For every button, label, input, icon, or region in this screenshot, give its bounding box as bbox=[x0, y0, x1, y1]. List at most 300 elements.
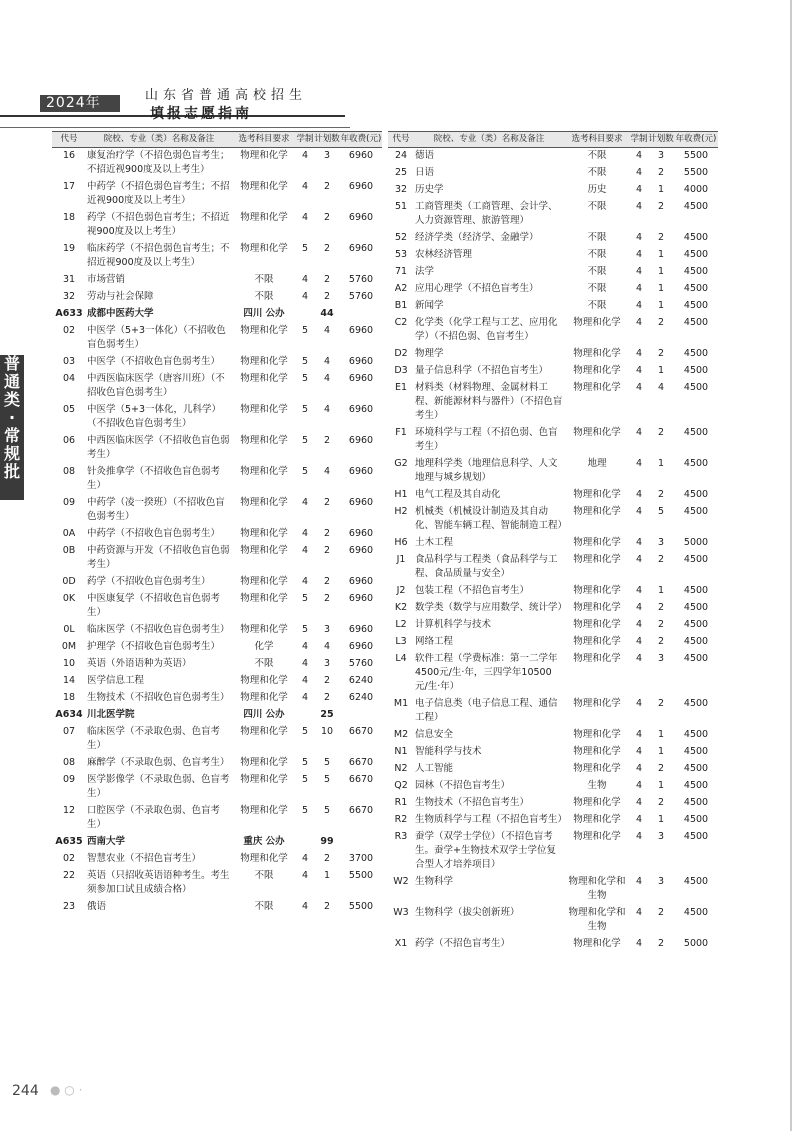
table-row bbox=[388, 583, 718, 600]
cell-code: 09 bbox=[62, 774, 76, 785]
cell-subject: 物理和化学 bbox=[240, 435, 288, 446]
cell-fee: 4500 bbox=[683, 602, 709, 613]
cell-subject: 物理和化学 bbox=[573, 619, 621, 630]
cell-years: 4 bbox=[635, 266, 643, 277]
cell-code: M1 bbox=[393, 698, 409, 709]
cell-fee: 4500 bbox=[683, 797, 709, 808]
cell-subject: 物理和化学 bbox=[240, 356, 288, 367]
cell-years: 4 bbox=[301, 901, 309, 912]
cell-code: 0M bbox=[61, 641, 77, 652]
cell-code: X1 bbox=[394, 938, 408, 949]
cell-name: 生物技术（不招色盲考生） bbox=[415, 797, 530, 808]
cell-name: 生物科学（拔尖创新班） bbox=[415, 907, 520, 918]
cell-years: 4 bbox=[301, 870, 309, 881]
cell-plan: 2 bbox=[657, 698, 665, 709]
cell-code: A2 bbox=[394, 283, 408, 294]
table-row bbox=[52, 272, 382, 289]
cell-plan: 3 bbox=[323, 624, 331, 635]
cell-name: 英语（外语语种为英语） bbox=[87, 658, 192, 669]
cell-code: 08 bbox=[62, 466, 76, 477]
cell-code: J2 bbox=[396, 585, 406, 596]
cell-subject: 物理和化学 bbox=[240, 325, 288, 336]
table-row bbox=[52, 323, 382, 354]
cell-name: 麻醉学（不录取色弱、色盲考生） bbox=[87, 757, 230, 768]
table-row bbox=[388, 504, 718, 535]
cell-plan: 4 bbox=[323, 641, 331, 652]
cell-name: 劳动与社会保障 bbox=[87, 291, 154, 302]
table-row bbox=[388, 905, 718, 936]
cell-fee bbox=[340, 707, 382, 724]
cell-plan: 1 bbox=[657, 283, 665, 294]
cell-name: 药学（不招收色盲色弱考生） bbox=[87, 576, 211, 587]
cell-name: 西南大学 bbox=[87, 836, 126, 847]
header-subject: 选考科目要求 bbox=[564, 132, 630, 148]
cell-years: 4 bbox=[301, 853, 309, 864]
cell-plan: 44 bbox=[320, 308, 334, 319]
cell-subject: 物理和化学 bbox=[240, 243, 288, 254]
cell-code: 03 bbox=[62, 356, 76, 367]
cell-fee: 6960 bbox=[348, 624, 374, 635]
table-row bbox=[388, 380, 718, 425]
cell-plan: 99 bbox=[320, 836, 334, 847]
side-char: 类 bbox=[3, 390, 20, 409]
cell-years: 4 bbox=[635, 150, 643, 161]
table-row bbox=[388, 230, 718, 247]
table-row bbox=[388, 199, 718, 230]
cell-years: 5 bbox=[301, 726, 309, 737]
cell-years: 4 bbox=[635, 585, 643, 596]
table-row bbox=[52, 755, 382, 772]
cell-plan: 2 bbox=[323, 435, 331, 446]
cell-subject: 四川 公办 bbox=[243, 308, 285, 319]
cell-fee: 4500 bbox=[683, 876, 709, 887]
cell-name: 新闻学 bbox=[415, 300, 444, 311]
table-row bbox=[388, 600, 718, 617]
table-row bbox=[388, 298, 718, 315]
cell-code: B1 bbox=[394, 300, 408, 311]
table-row bbox=[388, 148, 718, 166]
cell-subject: 物理和化学 bbox=[240, 624, 288, 635]
cell-code: L4 bbox=[395, 653, 407, 664]
cell-name: 川北医学院 bbox=[87, 709, 135, 720]
cell-fee: 4500 bbox=[683, 317, 709, 328]
cell-name: 中医学（5+3一体化）（不招收色盲色弱考生） bbox=[87, 325, 226, 350]
cell-fee: 4500 bbox=[683, 698, 709, 709]
table-row bbox=[52, 433, 382, 464]
cell-subject: 重庆 公办 bbox=[243, 836, 285, 847]
cell-subject: 不限 bbox=[587, 232, 607, 243]
cell-years bbox=[296, 707, 314, 724]
cell-subject: 物理和化学 bbox=[240, 805, 288, 816]
cell-fee: 4500 bbox=[683, 458, 709, 469]
cell-code: 32 bbox=[62, 291, 76, 302]
cell-fee: 4000 bbox=[683, 184, 709, 195]
cell-fee: 4500 bbox=[683, 249, 709, 260]
cell-plan: 2 bbox=[657, 938, 665, 949]
admissions-table-left bbox=[52, 131, 382, 916]
cell-fee: 6240 bbox=[348, 675, 374, 686]
header-name: 院校、专业（类）名称及备注 bbox=[414, 132, 564, 148]
cell-fee: 4500 bbox=[683, 814, 709, 825]
cell-fee: 6960 bbox=[348, 373, 374, 384]
cell-years: 4 bbox=[635, 554, 643, 565]
cell-plan: 1 bbox=[657, 266, 665, 277]
cell-years: 4 bbox=[635, 317, 643, 328]
cell-plan: 2 bbox=[323, 181, 331, 192]
cell-code: 05 bbox=[62, 404, 76, 415]
cell-fee: 4500 bbox=[683, 506, 709, 517]
cell-name: 医学影像学（不录取色弱、色盲考生） bbox=[87, 774, 230, 799]
table-row bbox=[388, 744, 718, 761]
cell-plan: 2 bbox=[657, 232, 665, 243]
cell-code: A635 bbox=[55, 836, 83, 847]
table-row bbox=[52, 690, 382, 707]
cell-subject: 物理和化学 bbox=[573, 814, 621, 825]
cell-years: 4 bbox=[301, 181, 309, 192]
cell-subject: 物理和化学 bbox=[240, 497, 288, 508]
cell-years: 4 bbox=[635, 698, 643, 709]
cell-years: 4 bbox=[301, 545, 309, 556]
cell-code: 06 bbox=[62, 435, 76, 446]
cell-name: 中西医临床医学（不招收色盲色弱考生） bbox=[87, 435, 230, 460]
table-row bbox=[52, 354, 382, 371]
cell-subject: 物理和化学 bbox=[573, 938, 621, 949]
table-row bbox=[388, 535, 718, 552]
cell-code: 14 bbox=[62, 675, 76, 686]
cell-fee: 6670 bbox=[348, 726, 374, 737]
cell-plan: 3 bbox=[323, 658, 331, 669]
cell-code: 24 bbox=[394, 150, 408, 161]
cell-name: 材料类（材料物理、金属材料工程、新能源材料与器件）（不招色盲考生） bbox=[415, 382, 563, 421]
cell-code: R3 bbox=[394, 831, 408, 842]
cell-years: 4 bbox=[301, 150, 309, 161]
cell-subject: 不限 bbox=[254, 901, 274, 912]
table-row bbox=[388, 778, 718, 795]
cell-years: 5 bbox=[301, 435, 309, 446]
cell-subject: 不限 bbox=[254, 274, 274, 285]
cell-subject: 不限 bbox=[587, 150, 607, 161]
table-row bbox=[52, 803, 382, 834]
cell-plan: 2 bbox=[323, 497, 331, 508]
cell-name: 针灸推拿学（不招收色盲色弱考生） bbox=[87, 466, 221, 491]
table-row bbox=[52, 179, 382, 210]
page-number: 244 bbox=[12, 1083, 39, 1099]
cell-years: 4 bbox=[635, 797, 643, 808]
cell-subject: 不限 bbox=[254, 658, 274, 669]
cell-code: F1 bbox=[395, 427, 407, 438]
cell-fee bbox=[340, 834, 382, 851]
cell-plan: 5 bbox=[323, 757, 331, 768]
table-row bbox=[388, 617, 718, 634]
cell-years: 4 bbox=[635, 365, 643, 376]
cell-years: 4 bbox=[635, 653, 643, 664]
cell-fee: 4500 bbox=[683, 729, 709, 740]
cell-years: 4 bbox=[301, 212, 309, 223]
table-row bbox=[388, 727, 718, 744]
cell-years: 5 bbox=[301, 624, 309, 635]
cell-plan: 2 bbox=[657, 907, 665, 918]
cell-fee: 6240 bbox=[348, 692, 374, 703]
cell-plan: 3 bbox=[657, 876, 665, 887]
cell-fee: 5760 bbox=[348, 658, 374, 669]
header-fee: 年收费(元) bbox=[674, 132, 718, 148]
cell-plan: 2 bbox=[657, 602, 665, 613]
cell-fee: 4500 bbox=[683, 232, 709, 243]
table-row bbox=[388, 936, 718, 953]
cell-subject: 物理和化学 bbox=[240, 466, 288, 477]
cell-subject: 物理和化学 bbox=[573, 653, 621, 664]
cell-years: 4 bbox=[635, 814, 643, 825]
table-row bbox=[388, 281, 718, 298]
cell-name: 临床医学（不录取色弱、色盲考生） bbox=[87, 726, 221, 751]
cell-subject: 物理和化学 bbox=[573, 489, 621, 500]
table-row bbox=[388, 651, 718, 696]
cell-subject: 物理和化学 bbox=[573, 382, 621, 393]
cell-code: 51 bbox=[394, 201, 408, 212]
cell-code: 71 bbox=[394, 266, 408, 277]
cell-subject: 生物 bbox=[587, 780, 607, 791]
cell-plan: 1 bbox=[657, 365, 665, 376]
cell-years: 4 bbox=[301, 291, 309, 302]
cell-plan: 2 bbox=[323, 212, 331, 223]
cell-years: 4 bbox=[635, 283, 643, 294]
cell-plan: 5 bbox=[657, 506, 665, 517]
cell-plan: 2 bbox=[657, 619, 665, 630]
cell-plan: 2 bbox=[657, 636, 665, 647]
table-row bbox=[388, 165, 718, 182]
cell-name: 软件工程（学费标准：第一二学年4500元/生·年，三四学年10500元/生·年） bbox=[415, 653, 558, 692]
cell-fee: 5500 bbox=[683, 167, 709, 178]
cell-years: 4 bbox=[635, 636, 643, 647]
side-char: 规 bbox=[3, 444, 20, 463]
cell-subject: 物理和化学 bbox=[573, 365, 621, 376]
table-row bbox=[52, 289, 382, 306]
cell-fee: 4500 bbox=[683, 746, 709, 757]
cell-plan: 4 bbox=[323, 356, 331, 367]
cell-code: 52 bbox=[394, 232, 408, 243]
cell-name: 临床医学（不招收色盲色弱考生） bbox=[87, 624, 230, 635]
cell-plan: 2 bbox=[323, 243, 331, 254]
cell-code: H1 bbox=[394, 489, 408, 500]
side-char: 通 bbox=[3, 372, 20, 391]
cell-subject: 物理和化学 bbox=[573, 763, 621, 774]
table-row bbox=[52, 656, 382, 673]
cell-fee: 4500 bbox=[683, 907, 709, 918]
cell-code: 25 bbox=[394, 167, 408, 178]
cell-plan: 5 bbox=[323, 774, 331, 785]
cell-years: 4 bbox=[635, 249, 643, 260]
cell-name: 数学类（数学与应用数学、统计学） bbox=[415, 602, 568, 613]
cell-fee: 5000 bbox=[683, 938, 709, 949]
cell-name: 工商管理类（工商管理、会计学、人力资源管理、旅游管理） bbox=[415, 201, 558, 226]
cell-fee: 6960 bbox=[348, 528, 374, 539]
cell-name: 智能科学与技术 bbox=[415, 746, 482, 757]
cell-years: 4 bbox=[635, 232, 643, 243]
cell-plan: 2 bbox=[323, 692, 331, 703]
cell-years: 4 bbox=[301, 675, 309, 686]
cell-plan: 4 bbox=[323, 325, 331, 336]
header-subtitle: 填报志愿指南 bbox=[150, 106, 252, 122]
cell-plan: 25 bbox=[320, 709, 334, 720]
cell-fee: 4500 bbox=[683, 585, 709, 596]
cell-subject: 物理和化学 bbox=[240, 150, 288, 161]
cell-subject: 物理和化学 bbox=[573, 317, 621, 328]
cell-subject: 不限 bbox=[587, 300, 607, 311]
cell-fee: 4500 bbox=[683, 636, 709, 647]
cell-plan: 1 bbox=[657, 249, 665, 260]
cell-plan: 2 bbox=[657, 427, 665, 438]
cell-plan: 2 bbox=[323, 545, 331, 556]
cell-code: L3 bbox=[395, 636, 407, 647]
cell-subject: 物理和化学 bbox=[240, 692, 288, 703]
table-row bbox=[52, 639, 382, 656]
table-row bbox=[52, 148, 382, 180]
cell-name: 中药学（不招收色盲色弱考生） bbox=[87, 528, 221, 539]
cell-subject: 化学 bbox=[254, 641, 274, 652]
cell-plan: 2 bbox=[657, 348, 665, 359]
cell-name: 中医学（5+3一体化，儿科学）（不招收色盲色弱考生） bbox=[87, 404, 222, 429]
cell-code: 0L bbox=[63, 624, 75, 635]
cell-subject: 物理和化学 bbox=[240, 181, 288, 192]
cell-subject: 物理和化学 bbox=[240, 404, 288, 415]
cell-fee: 6960 bbox=[348, 466, 374, 477]
school-row bbox=[52, 707, 382, 724]
table-row bbox=[388, 812, 718, 829]
cell-plan: 1 bbox=[657, 729, 665, 740]
cell-plan: 1 bbox=[657, 746, 665, 757]
cell-subject: 不限 bbox=[254, 291, 274, 302]
cell-name: 土木工程 bbox=[415, 537, 454, 548]
cell-code: 0D bbox=[62, 576, 76, 587]
cell-code: M2 bbox=[393, 729, 409, 740]
table-row bbox=[388, 315, 718, 346]
table-row bbox=[388, 634, 718, 651]
header-name: 院校、专业（类）名称及备注 bbox=[86, 132, 232, 148]
cell-code: J1 bbox=[396, 554, 406, 565]
cell-code: W2 bbox=[393, 876, 409, 887]
cell-code: 10 bbox=[62, 658, 76, 669]
cell-subject: 不限 bbox=[587, 266, 607, 277]
table-row bbox=[388, 795, 718, 812]
cell-code: Q2 bbox=[394, 780, 408, 791]
cell-subject: 不限 bbox=[254, 870, 274, 881]
cell-plan: 1 bbox=[657, 300, 665, 311]
cell-fee: 6960 bbox=[348, 435, 374, 446]
cell-code: 19 bbox=[62, 243, 76, 254]
cell-name: 市场营销 bbox=[87, 274, 126, 285]
cell-fee: 5500 bbox=[348, 870, 374, 881]
cell-fee: 6960 bbox=[348, 593, 374, 604]
cell-fee: 6960 bbox=[348, 404, 374, 415]
cell-name: 中药学（凌一揆班）（不招收色盲色弱考生） bbox=[87, 497, 225, 522]
cell-name: 网络工程 bbox=[415, 636, 454, 647]
cell-plan: 3 bbox=[657, 653, 665, 664]
cell-name: 药学（不招色弱色盲考生；不招近视900度及以上考生） bbox=[87, 212, 230, 237]
cell-name: 智慧农业（不招色盲考生） bbox=[87, 853, 202, 864]
cell-fee: 5760 bbox=[348, 291, 374, 302]
cell-subject: 四川 公办 bbox=[243, 709, 285, 720]
side-tab-label bbox=[0, 355, 24, 481]
cell-name: 医学信息工程 bbox=[87, 675, 145, 686]
cell-code: 12 bbox=[62, 805, 76, 816]
cell-subject: 物理和化学 bbox=[240, 576, 288, 587]
cell-subject: 物理和化学 bbox=[573, 506, 621, 517]
table-row bbox=[388, 363, 718, 380]
cell-plan: 5 bbox=[323, 805, 331, 816]
cell-code: 0A bbox=[62, 528, 76, 539]
cell-plan: 3 bbox=[323, 150, 331, 161]
table-row bbox=[52, 210, 382, 241]
table-row bbox=[388, 761, 718, 778]
cell-name: 经济学类（经济学、金融学） bbox=[415, 232, 539, 243]
table-row bbox=[388, 247, 718, 264]
cell-plan: 3 bbox=[657, 150, 665, 161]
cell-plan: 2 bbox=[657, 489, 665, 500]
cell-subject: 物理和化学 bbox=[240, 593, 288, 604]
cell-years bbox=[296, 306, 314, 323]
cell-code: 02 bbox=[62, 853, 76, 864]
school-row bbox=[52, 834, 382, 851]
cell-years: 4 bbox=[635, 458, 643, 469]
cell-years: 4 bbox=[635, 537, 643, 548]
table-row bbox=[52, 495, 382, 526]
cell-subject: 历史 bbox=[587, 184, 607, 195]
cell-name: 化学类（化学工程与工艺、应用化学）（不招色弱、色盲考生） bbox=[415, 317, 558, 342]
header-code: 代号 bbox=[52, 132, 86, 148]
cell-fee: 4500 bbox=[683, 201, 709, 212]
cell-plan: 2 bbox=[323, 853, 331, 864]
cell-fee: 4500 bbox=[683, 554, 709, 565]
cell-code: R2 bbox=[394, 814, 408, 825]
cell-fee: 6960 bbox=[348, 243, 374, 254]
cell-name: 信息安全 bbox=[415, 729, 454, 740]
cell-code: 02 bbox=[62, 325, 76, 336]
cell-fee: 4500 bbox=[683, 348, 709, 359]
side-char: 批 bbox=[3, 462, 20, 481]
cell-name: 历史学 bbox=[415, 184, 444, 195]
cell-subject: 物理和化学 bbox=[240, 757, 288, 768]
table-row bbox=[52, 724, 382, 755]
cell-years: 5 bbox=[301, 325, 309, 336]
cell-plan: 3 bbox=[657, 537, 665, 548]
cell-fee: 4500 bbox=[683, 763, 709, 774]
cell-code: D2 bbox=[394, 348, 408, 359]
cell-code: 22 bbox=[62, 870, 76, 881]
table-row bbox=[52, 851, 382, 868]
cell-plan: 2 bbox=[657, 554, 665, 565]
cell-code: A634 bbox=[55, 709, 83, 720]
table-row bbox=[52, 622, 382, 639]
cell-name: 电子信息类（电子信息工程、通信工程） bbox=[415, 698, 558, 723]
cell-code: G2 bbox=[394, 458, 408, 469]
cell-name: 食品科学与工程类（食品科学与工程、食品质量与安全） bbox=[415, 554, 558, 579]
cell-name: 生物科学 bbox=[415, 876, 454, 887]
cell-code: 16 bbox=[62, 150, 76, 161]
cell-fee: 6670 bbox=[348, 757, 374, 768]
table-row bbox=[388, 264, 718, 281]
cell-years: 4 bbox=[301, 576, 309, 587]
cell-subject: 物理和化学 bbox=[240, 212, 288, 223]
cell-years: 4 bbox=[635, 602, 643, 613]
cell-fee: 6960 bbox=[348, 576, 374, 587]
cell-years: 4 bbox=[635, 831, 643, 842]
cell-years: 4 bbox=[635, 300, 643, 311]
cell-code: 0B bbox=[62, 545, 76, 556]
cell-fee: 4500 bbox=[683, 365, 709, 376]
cell-name: 临床药学（不招色弱色盲考生；不招近视900度及以上考生） bbox=[87, 243, 230, 268]
cell-years: 5 bbox=[301, 593, 309, 604]
cell-name: 康复治疗学（不招色弱色盲考生；不招近视900度及以上考生） bbox=[87, 150, 230, 175]
